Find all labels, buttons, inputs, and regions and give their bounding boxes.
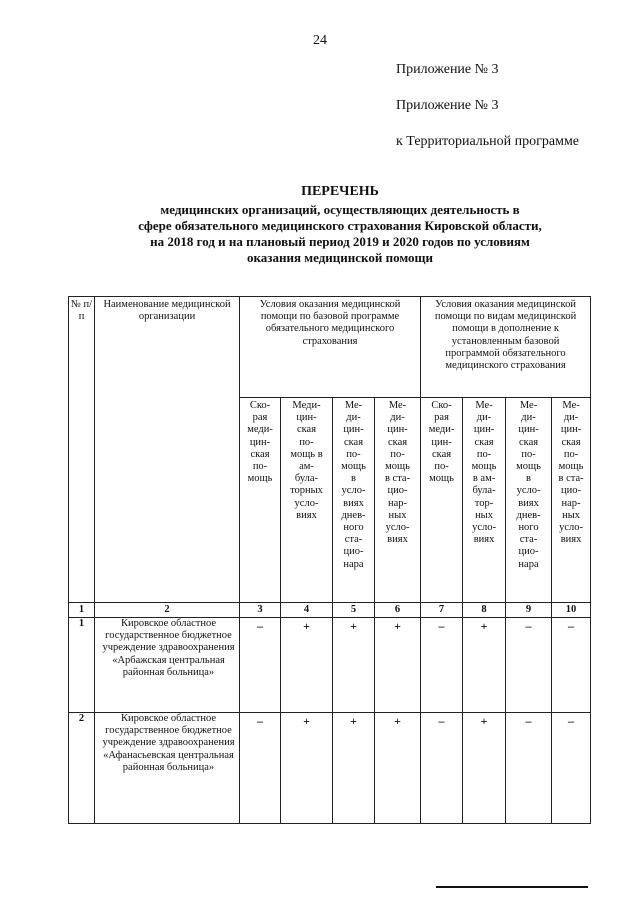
mark-cell: – [240,618,281,713]
appendix-line-2: Приложение № 3 [396,98,499,113]
title-subtitle-line-2: сфере обязательного медицинского страхования Кировской области, [138,218,542,233]
column-number: 3 [240,603,281,618]
header-sub-extra-day-hospital: Ме- ди- цин- ская по- мощь в усло- виях днев- ного ста- цио- нара [506,398,552,603]
header-sub-day-hospital: Ме- ди- цин- ская по- мощь в усло- виях днев- ного ста- цио- нара [333,398,375,603]
column-number: 8 [463,603,506,618]
appendix-line-1: Приложение № 3 [396,62,499,77]
header-group-base-program: Условия оказания медицинской помощи по базовой программе обязательного медицинского страхования [240,297,421,398]
organization-name: Кировское областное государственное бюджетное учреждение здравоохранения «Афанасьевская центральная районная больница» [95,713,240,824]
column-number: 5 [333,603,375,618]
appendix-line-3: к Территориальной программе [396,134,580,149]
mark-cell: + [463,618,506,713]
header-col-name: Наименование медицинской организации [95,297,240,603]
mark-cell: + [333,713,375,824]
header-sub-inpatient: Ме- ди- цин- ская по- мощь в ста- цио- нар- ных усло- виях [375,398,421,603]
row-number: 2 [69,713,95,824]
header-sub-extra-inpatient: Ме- ди- цин- ская по- мощь в ста- цио- нар- ных усло- виях [552,398,591,603]
page-number: 24 [313,33,327,48]
column-number: 7 [421,603,463,618]
column-number: 2 [95,603,240,618]
column-number: 10 [552,603,591,618]
mark-cell: + [281,713,333,824]
header-sub-outpatient: Меди- цин- ская по- мощь в ам- була- торных усло- виях [281,398,333,603]
footer-rule [436,886,588,888]
organizations-table [68,296,591,824]
mark-cell: – [552,618,591,713]
column-number: 4 [281,603,333,618]
column-number-row [69,603,591,618]
mark-cell: + [375,618,421,713]
mark-cell: + [281,618,333,713]
mark-cell: + [463,713,506,824]
header-sub-ambulance: Ско- рая меди- цин- ская по- мощь [240,398,281,603]
document-title [0,182,640,266]
mark-cell: – [506,713,552,824]
organization-name: Кировское областное государственное бюджетное учреждение здравоохранения «Арбажская центральная районная больница» [95,618,240,713]
row-number: 1 [69,618,95,713]
mark-cell: – [506,618,552,713]
column-number: 9 [506,603,552,618]
header-sub-extra-outpatient: Ме- ди- цин- ская по- мощь в ам- була- тор- ных усло- виях [463,398,506,603]
title-subtitle-line-3: на 2018 год и на плановый период 2019 и 2020 годов по условиям [150,234,530,249]
table-row [69,618,591,713]
header-sub-extra-ambulance: Ско- рая меди- цин- ская по- мощь [421,398,463,603]
mark-cell: + [333,618,375,713]
table-row [69,713,591,824]
header-row [69,297,591,398]
title-subtitle-line-1: медицинских организаций, осуществляющих деятельность в [160,202,520,217]
mark-cell: – [421,618,463,713]
mark-cell: – [552,713,591,824]
column-number: 1 [69,603,95,618]
column-number: 6 [375,603,421,618]
header-col-number: № п/п [69,297,95,603]
title-subtitle-line-4: оказания медицинской помощи [247,250,433,265]
mark-cell: + [375,713,421,824]
title-main: ПЕРЕЧЕНЬ [301,184,379,199]
header-group-extra-program: Условия оказания медицинской помощи по видам медицинской помощи в дополнение к установленным базовой программой обязательного медицинского страхования [421,297,591,398]
mark-cell: – [240,713,281,824]
mark-cell: – [421,713,463,824]
